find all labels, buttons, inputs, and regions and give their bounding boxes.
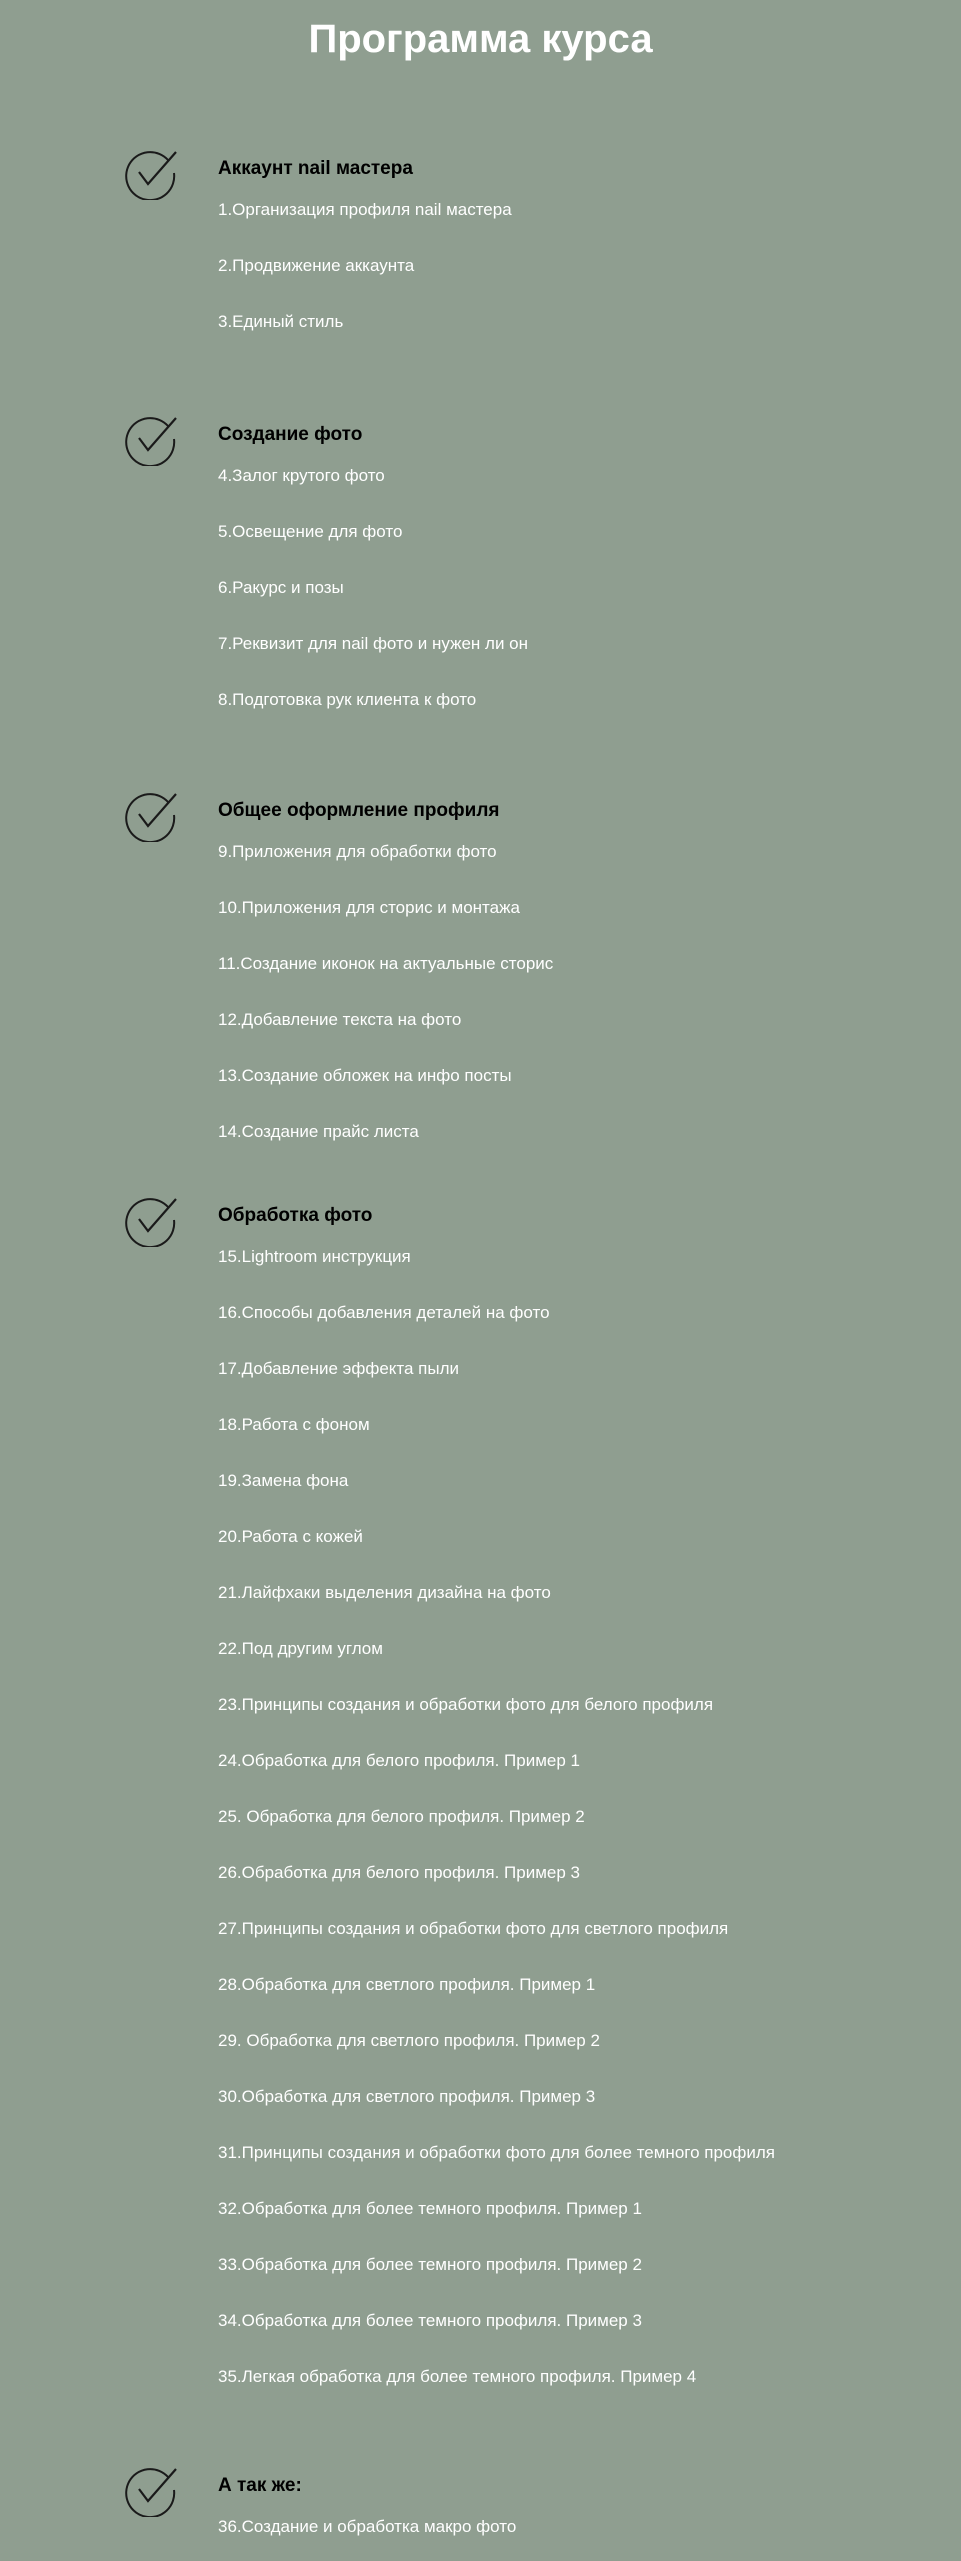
list-item: 15.Lightroom инструкция [218, 1247, 411, 1266]
list-item: 14.Создание прайс листа [218, 1122, 419, 1141]
list-item: 19.Замена фона [218, 1471, 349, 1490]
list-item: 10.Приложения для сторис и монтажа [218, 898, 520, 917]
section-photo-processing [0, 1205, 961, 2405]
list-item: 11.Создание иконок на актуальные сторис [218, 954, 554, 973]
list-item: 12.Добавление текста на фото [218, 1010, 462, 1029]
list-item: 30.Обработка для светлого профиля. Пример 3 [218, 2087, 596, 2106]
section-title: Аккаунт nail мастера [218, 158, 413, 179]
check-circle-icon [124, 1193, 178, 1247]
section-account [0, 158, 961, 348]
list-item: 23.Принципы создания и обработки фото для белого профиля [218, 1695, 714, 1714]
page-title: Программа курса [308, 17, 653, 61]
list-item: 29. Обработка для светлого профиля. Пример 2 [218, 2031, 600, 2050]
list-item: 27.Принципы создания и обработки фото для светлого профиля [218, 1919, 729, 1938]
section-profile-design [0, 800, 961, 1160]
list-item: 22.Под другим углом [218, 1639, 383, 1658]
list-item: 25. Обработка для белого профиля. Пример 2 [218, 1807, 585, 1826]
list-item: 1.Организация профиля nail мастера [218, 200, 512, 219]
section-title: Общее оформление профиля [218, 800, 500, 821]
list-item: 18.Работа с фоном [218, 1415, 370, 1434]
section-title: А так же: [218, 2475, 302, 2496]
list-item: 35.Легкая обработка для более темного профиля. Пример 4 [218, 2367, 697, 2386]
section-title: Создание фото [218, 424, 363, 445]
list-item: 36.Создание и обработка макро фото [218, 2517, 517, 2536]
list-item: 7.Реквизит для nail фото и нужен ли он [218, 634, 529, 653]
section-title: Обработка фото [218, 1205, 373, 1226]
check-circle-icon [124, 788, 178, 842]
list-item: 3.Единый стиль [218, 312, 344, 331]
list-item: 2.Продвижение аккаунта [218, 256, 415, 275]
list-item: 13.Создание обложек на инфо посты [218, 1066, 512, 1085]
list-item: 21.Лайфхаки выделения дизайна на фото [218, 1583, 551, 1602]
list-item: 17.Добавление эффекта пыли [218, 1359, 460, 1378]
list-item: 9.Приложения для обработки фото [218, 842, 497, 861]
list-item: 5.Освещение для фото [218, 522, 403, 541]
list-item: 6.Ракурс и позы [218, 578, 344, 597]
list-item: 34.Обработка для более темного профиля. Пример 3 [218, 2311, 642, 2330]
section-photo-creation [0, 424, 961, 724]
list-item: 26.Обработка для белого профиля. Пример 3 [218, 1863, 580, 1882]
list-item: 31.Принципы создания и обработки фото для более темного профиля [218, 2143, 775, 2162]
list-item: 24.Обработка для белого профиля. Пример 1 [218, 1751, 580, 1770]
list-item: 33.Обработка для более темного профиля. Пример 2 [218, 2255, 642, 2274]
check-circle-icon [124, 412, 178, 466]
list-item: 28.Обработка для светлого профиля. Пример 1 [218, 1975, 596, 1994]
list-item: 16.Способы добавления деталей на фото [218, 1303, 550, 1322]
check-circle-icon [124, 2463, 178, 2517]
list-item: 8.Подготовка рук клиента к фото [218, 690, 477, 709]
list-item: 4.Залог крутого фото [218, 466, 385, 485]
list-item: 32.Обработка для более темного профиля. Пример 1 [218, 2199, 642, 2218]
check-circle-icon [124, 146, 178, 200]
list-item: 20.Работа с кожей [218, 1527, 363, 1546]
section-also [0, 2475, 961, 2545]
